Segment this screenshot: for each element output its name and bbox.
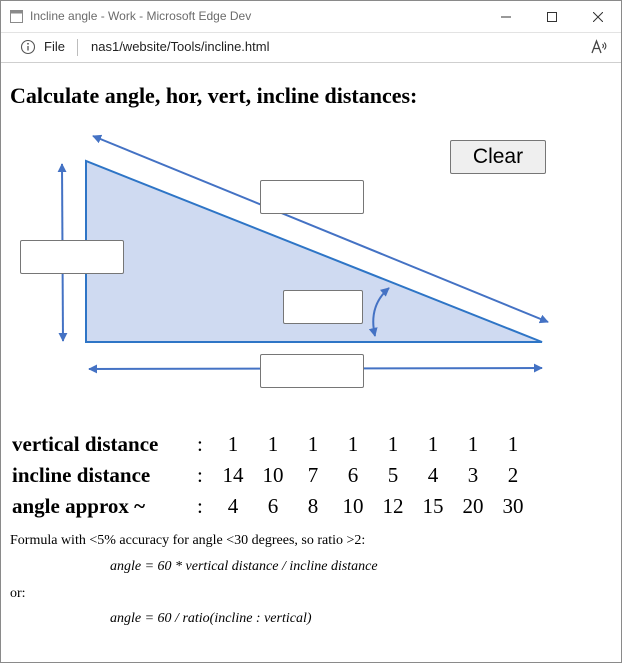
formula-line: angle = 60 / ratio(incline : vertical) (110, 611, 312, 626)
info-icon[interactable] (20, 39, 36, 55)
minimize-icon (501, 12, 511, 22)
page-content (1, 63, 621, 662)
maximize-icon (547, 12, 557, 22)
row-label: incline distance (12, 463, 151, 487)
url-field[interactable]: nas1/website/Tools/incline.html (91, 39, 270, 54)
table-cell: 14 (222, 463, 244, 487)
table-cell: 1 (427, 432, 439, 456)
table-cell: 1 (267, 432, 279, 456)
ratio-angle-table (10, 429, 533, 522)
table-cell: 6 (347, 463, 359, 487)
table-cell: 3 (467, 463, 479, 487)
table-cell: 10 (262, 463, 284, 487)
table-cell: 20 (462, 494, 484, 518)
table-cell: 4 (427, 463, 439, 487)
table-cell: 10 (342, 494, 364, 518)
table-cell: 12 (382, 494, 404, 518)
table-cell: 30 (502, 494, 524, 518)
table-row (10, 460, 533, 491)
maximize-button[interactable] (529, 1, 575, 32)
table-cell: 6 (267, 494, 279, 518)
table-cell: 1 (387, 432, 399, 456)
table-cell: 1 (467, 432, 479, 456)
table-cell: 8 (307, 494, 319, 518)
minimize-button[interactable] (483, 1, 529, 32)
window-title: Incline angle - Work - Microsoft Edge Dev (30, 9, 252, 23)
separator: : (197, 463, 203, 487)
table-cell: 1 (227, 432, 239, 456)
address-bar (1, 33, 621, 63)
row-label: angle approx ~ (12, 494, 146, 518)
close-icon (593, 12, 603, 22)
formula-line: angle = 60 * vertical distance / incline distance (110, 559, 378, 574)
incline-distance-input[interactable] (260, 180, 364, 214)
vertical-distance-input[interactable] (20, 240, 124, 274)
title-bar (1, 1, 621, 33)
table-cell: 15 (422, 494, 444, 518)
table-cell: 1 (307, 432, 319, 456)
page-title: Calculate angle, hor, vert, incline distances: (10, 83, 418, 108)
clear-button[interactable]: Clear (450, 140, 546, 174)
table-cell: 2 (507, 463, 519, 487)
table-cell: 1 (507, 432, 519, 456)
table-row (10, 429, 533, 460)
or-label: or: (10, 586, 26, 601)
table-cell: 5 (387, 463, 399, 487)
table-row (10, 491, 533, 522)
angle-input[interactable] (283, 290, 363, 324)
separator: : (197, 494, 203, 518)
row-label: vertical distance (12, 432, 159, 456)
horizontal-distance-input[interactable] (260, 354, 364, 388)
table-cell: 4 (227, 494, 239, 518)
close-button[interactable] (575, 1, 621, 32)
page-icon (10, 10, 23, 23)
separator: : (197, 432, 203, 456)
divider (77, 39, 78, 56)
table-cell: 1 (347, 432, 359, 456)
formula-note: Formula with <5% accuracy for angle <30 degrees, so ratio >2: (10, 533, 366, 548)
table-cell: 7 (307, 463, 319, 487)
read-aloud-icon[interactable] (590, 38, 608, 56)
scheme-label[interactable]: File (44, 39, 65, 54)
